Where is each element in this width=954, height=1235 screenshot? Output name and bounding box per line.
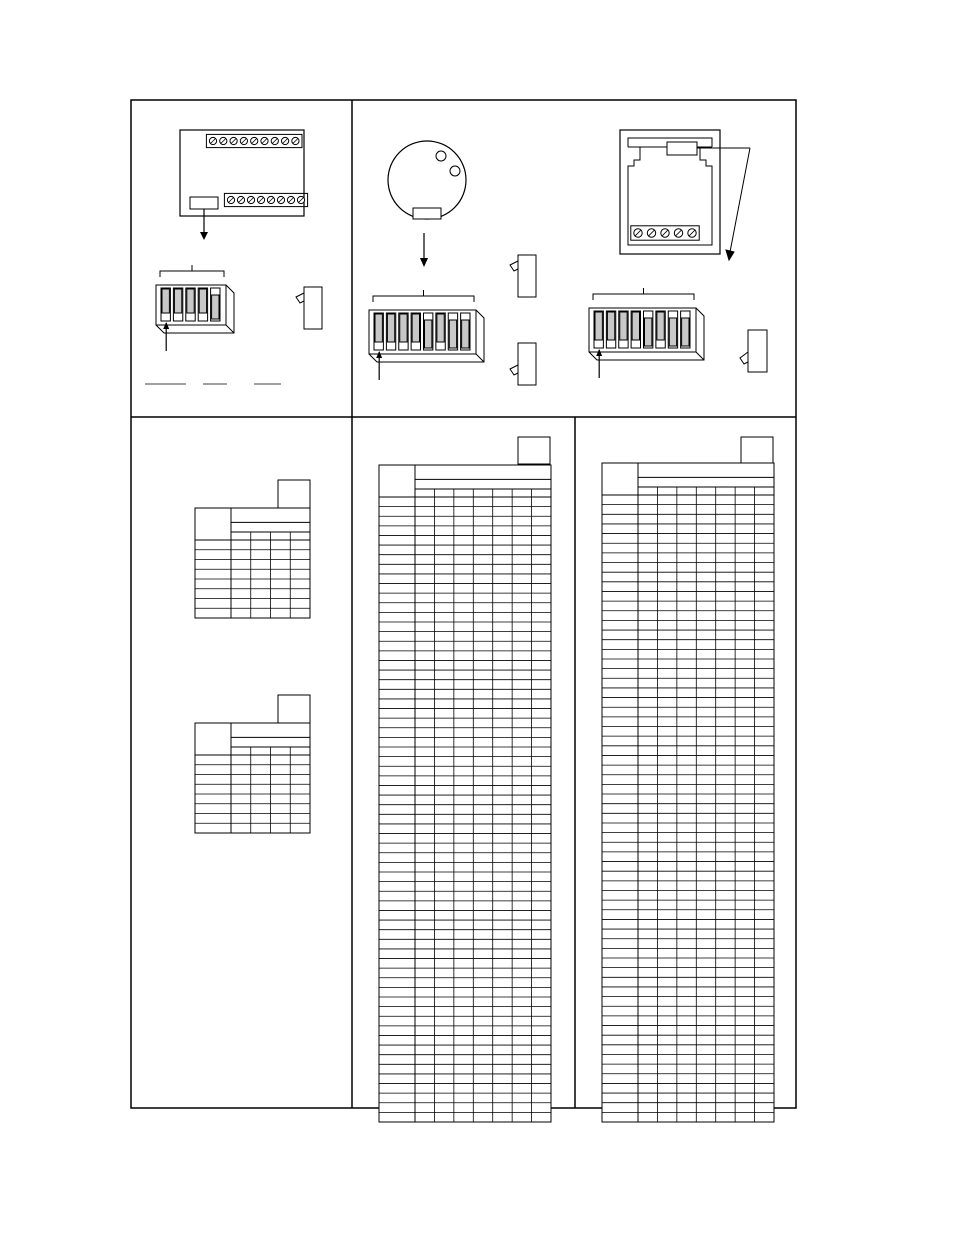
detector-led-icon (450, 166, 460, 176)
on-indicator-switch (296, 287, 322, 329)
dip-lever (375, 314, 382, 342)
table-legend-box (518, 437, 550, 464)
dip-lever (187, 289, 194, 313)
detector-base-panel (589, 130, 767, 378)
dip-switch-small (156, 265, 234, 351)
dip-lever (212, 295, 219, 319)
address-table-small-1 (195, 480, 310, 618)
dip-lever (682, 318, 689, 346)
dip-switch-round (369, 290, 484, 380)
table-frame (195, 723, 310, 833)
locator-arrow (420, 233, 428, 267)
dip-lever (199, 289, 206, 313)
detector-round-panel (369, 141, 536, 385)
address-table-small-2 (195, 695, 310, 833)
dip-lever (400, 314, 407, 342)
dip-lever (669, 318, 676, 346)
dip-switch-location (190, 197, 218, 209)
on-indicator-switch (510, 255, 536, 297)
address-table-large-2 (602, 437, 774, 1122)
dip-switch-location (667, 142, 697, 155)
dip-switch-location (413, 208, 441, 219)
dip-lever (620, 312, 627, 340)
dip-lever (425, 320, 432, 348)
round-detector (388, 141, 466, 219)
dip-lever (387, 314, 394, 342)
address-table-large-1 (379, 437, 551, 1122)
off-indicator-switch (510, 343, 536, 385)
table-legend-box (741, 437, 773, 464)
dip-lever (449, 320, 456, 348)
dip-lever (607, 312, 614, 340)
dip-lever (162, 289, 169, 313)
detector-lens-icon (436, 151, 446, 161)
off-indicator-switch (740, 330, 767, 372)
table-legend-box (278, 480, 310, 508)
dip-switch-base (589, 288, 704, 378)
dip-lever (657, 312, 664, 340)
dip-lever (174, 289, 181, 313)
table-frame (195, 508, 310, 618)
dip-lever (412, 314, 419, 342)
dip-lever (645, 318, 652, 346)
table-legend-box (278, 695, 310, 723)
dip-lever (595, 312, 602, 340)
table-frame (602, 463, 774, 1122)
dip-lever (437, 314, 444, 342)
dip-lever (632, 312, 639, 340)
dip-lever (462, 320, 469, 348)
module-small-panel (145, 130, 322, 384)
table-frame (379, 465, 551, 1122)
